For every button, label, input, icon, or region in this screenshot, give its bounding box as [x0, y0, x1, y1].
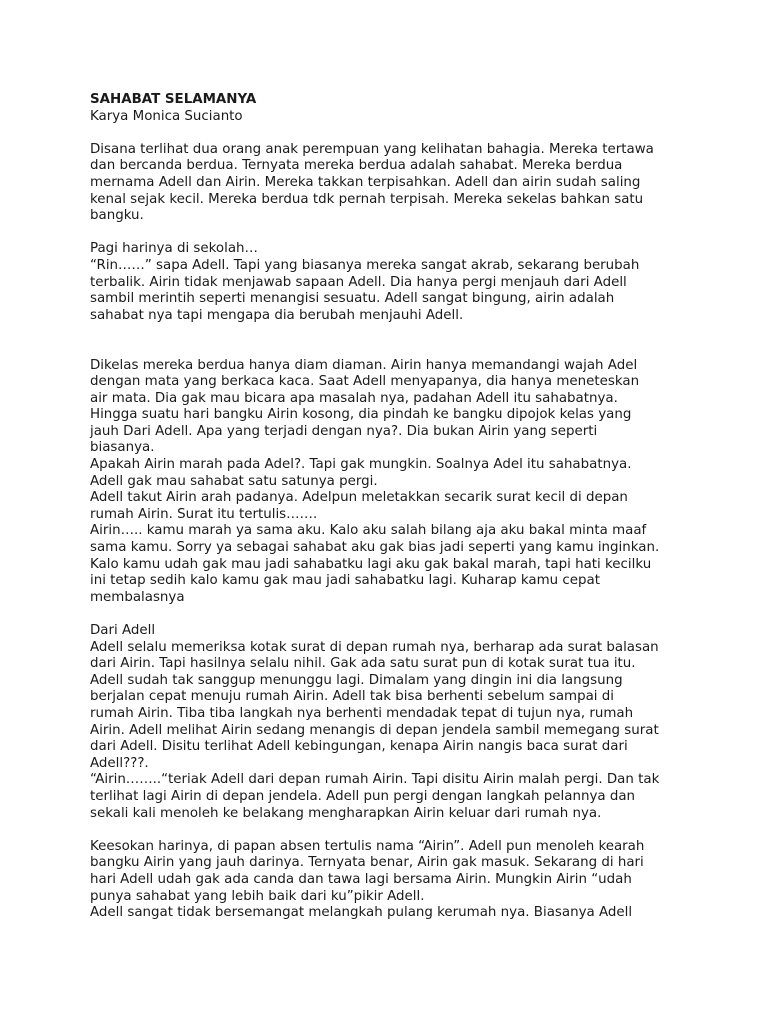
text-line: Adell selalu memeriksa kotak surat di depan rumah nya, berharap ada surat balasan: [90, 639, 659, 655]
text-line: Hingga suatu hari bangku Airin kosong, dia pindah ke bangku dipojok kelas yang: [90, 407, 632, 423]
text-line: dengan mata yang berkaca kaca. Saat Adell menyapanya, dia hanya meneteskan: [90, 374, 640, 390]
paragraph-1: [90, 142, 690, 225]
paragraph-4: [90, 623, 690, 822]
text-line: Apakah Airin marah pada Adel?. Tapi gak mungkin. Soalnya Adel itu sahabatnya.: [90, 457, 632, 473]
text-line: mernama Adell dan Airin. Mereka takkan terpisahkan. Adell dan airin sudah saling: [90, 174, 641, 190]
text-line: sahabat nya tapi mengapa dia berubah menjauhi Adell.: [90, 307, 464, 323]
text-line: Pagi harinya di sekolah…: [90, 241, 258, 257]
document-title: SAHABAT SELAMANYA: [90, 92, 257, 107]
text-line: terbalik. Airin tidak menjawab sapaan Adell. Dia hanya pergi menjauh dari Adell: [90, 274, 627, 290]
text-line: “Rin……” sapa Adell. Tapi yang biasanya mereka sangat akrab, sekarang berubah: [90, 257, 640, 273]
text-line: dan bercanda berdua. Ternyata mereka berdua adalah sahabat. Mereka berdua: [90, 158, 623, 174]
text-line: terlihat lagi Airin di depan jendela. Adell pun pergi dengan langkah pelannya dan: [90, 788, 636, 804]
text-line: Adell???.: [90, 755, 149, 771]
text-line: Kalo kamu udah gak mau jadi sahabatku lagi aku gak bakal marah, tapi hati kecilku: [90, 556, 652, 572]
text-line: sekali kali menoleh ke belakang mengharapkan Airin keluar dari rumah nya.: [90, 805, 602, 821]
text-line: membalasnya: [90, 589, 185, 605]
text-line: sama kamu. Sorry ya sebagai sahabat aku gak bias jadi seperti yang kamu inginkan.: [90, 540, 660, 556]
text-line: Airin….. kamu marah ya sama aku. Kalo aku salah bilang aja aku bakal minta maaf: [90, 523, 647, 539]
text-line: Dari Adell: [90, 623, 156, 638]
text-line: Dikelas mereka berdua hanya diam diaman. Airin hanya memandangi wajah Adel: [90, 357, 638, 373]
text-line: kenal sejak kecil. Mereka berdua tdk pernah terpisah. Mereka sekelas bahkan satu: [90, 191, 644, 207]
text-line: hari Adell udah gak ada canda dan tawa lagi bersama Airin. Mungkin Airin “udah: [90, 871, 632, 887]
text-line: Adell sangat tidak bersemangat melangkah pulang kerumah nya. Biasanya Adell: [90, 905, 633, 921]
text-line: bangku Airin yang jauh darinya. Ternyata benar, Airin gak masuk. Sekarang di hari: [90, 855, 644, 871]
text-line: rumah Airin. Tiba tiba langkah nya berhenti mendadak tepat di tujun nya, rumah: [90, 705, 634, 721]
document-page: [90, 92, 690, 922]
text-line: biasanya.: [90, 440, 155, 456]
text-line: Airin. Adell melihat Airin sedang menangis di depan jendela sambil memegang surat: [90, 722, 659, 738]
text-line: Adell takut Airin arah padanya. Adelpun meletakkan secarik surat kecil di depan: [90, 490, 628, 506]
text-line: dari Adell. Disitu terlihat Adell kebingungan, kenapa Airin nangis baca surat dari: [90, 739, 628, 755]
text-line: punya sahabat yang lebih baik dari ku”pikir Adell.: [90, 888, 425, 904]
text-line: Keesokan harinya, di papan absen tertulis nama “Airin”. Adell pun menoleh kearah: [90, 838, 645, 854]
text-line: jauh Dari Adell. Apa yang terjadi dengan nya?. Dia bukan Airin yang seperti: [90, 423, 598, 439]
text-line: sambil merintih seperti menangisi sesuatu. Adell sangat bingung, airin adalah: [90, 291, 615, 307]
text-line: “Airin……..“teriak Adell dari depan rumah Airin. Tapi disitu Airin malah pergi. Dan tak: [90, 772, 660, 788]
paragraph-2: [90, 241, 690, 324]
text-line: berjalan cepat menuju rumah Airin. Adell tak bisa berhenti sebelum sampai di: [90, 689, 614, 705]
text-line: dari Airin. Tapi hasilnya selalu nihil. Gak ada satu surat pun di kotak surat tua itu.: [90, 656, 636, 672]
text-line: Adell gak mau sahabat satu satunya pergi.: [90, 473, 378, 489]
paragraph-3: [90, 358, 690, 607]
text-line: bangku.: [90, 208, 144, 224]
text-line: air mata. Dia gak mau bicara apa masalah nya, padahan Adell itu sahabatnya.: [90, 390, 618, 406]
text-line: Disana terlihat dua orang anak perempuan yang kelihatan bahagia. Mereka tertawa: [90, 141, 654, 157]
document-author: Karya Monica Sucianto: [90, 108, 243, 124]
text-line: rumah Airin. Surat itu tertulis…….: [90, 506, 318, 522]
paragraph-5: [90, 839, 690, 922]
text-line: Adell sudah tak sanggup menunggu lagi. Dimalam yang dingin ini dia langsung: [90, 672, 623, 688]
text-line: ini tetap sedih kalo kamu gak mau jadi sahabatku lagi. Kuharap kamu cepat: [90, 573, 600, 589]
